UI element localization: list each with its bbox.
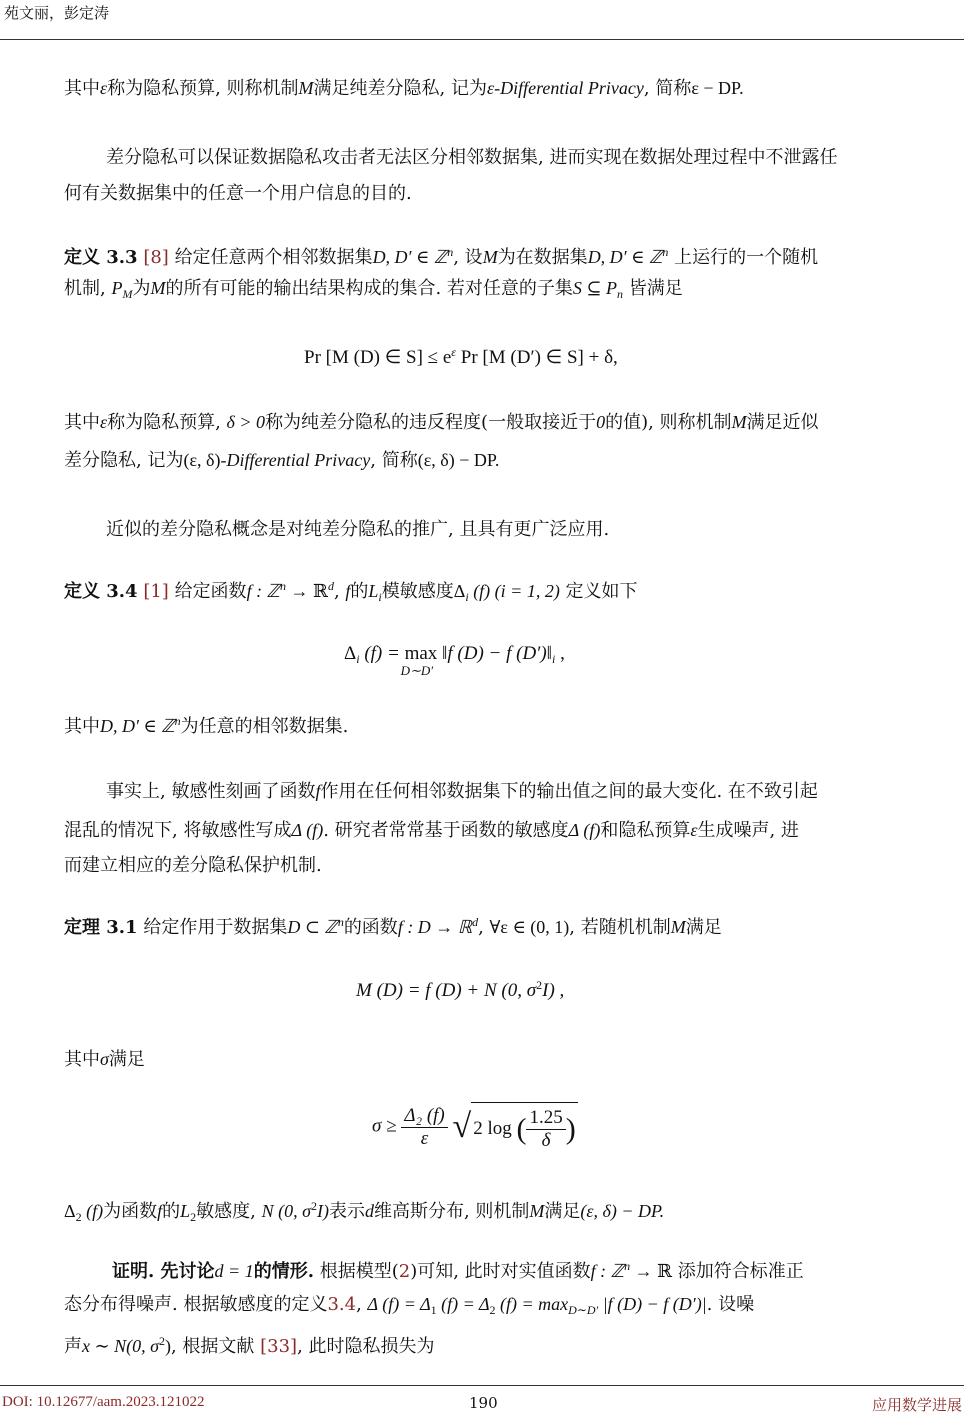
definition-3-3-line-1: 定义 3.3 [8] 给定任意两个相邻数据集D, D′ ∈ ℤ$^n$, 设M为在数据集D, D′ ∈ ℤ$^n$ 上运行的一个随机 xyxy=(64,245,819,268)
doi-link[interactable]: DOI: 10.12677/aam.2023.121022 xyxy=(2,1394,205,1410)
paragraph-approx-dp-generalization: 近似的差分隐私概念是对纯差分隐私的推广, 且具有更广泛应用. xyxy=(106,519,610,540)
equation-sigma-bound: σ ≥ $\frac{\text{Δ₂ (f)}}{\varepsilon}$ √ 2 log ( $\frac{1.25}{\delta}$ ) xyxy=(372,1102,578,1152)
page-header xyxy=(0,0,964,40)
equation-gaussian-mechanism: M (D) = f (D) + N (0, $\sigma^2I$) , xyxy=(356,978,565,1001)
citation-link[interactable]: [1] xyxy=(143,581,169,602)
paragraph-approx-dp-line-1: 其中ε称为隐私预算, δ > 0称为纯差分隐私的违反程度(一般取接近于0的值), 则称机制M满足近似 xyxy=(64,412,819,433)
proof-line-3: 声x ∼ N(0, $\sigma^2$), 根据文献 [33], 此时隐私损失为 xyxy=(64,1334,435,1357)
theorem-3-1-line-1: 定理 3.1 给定作用于数据集D ⊂ ℤ$^n$的函数f : D → ℝ$^d$, ∀ε ∈ (0, 1), 若随机机制M满足 xyxy=(64,915,722,938)
paragraph-sensitivity-line-2: 混乱的情况下, 将敏感性写成Δ (f). 研究者常常基于函数的敏感度Δ (f)和隐私预算ε生成噪声, 进 xyxy=(64,820,799,841)
journal-name: 应用数学进展 xyxy=(871,1396,962,1414)
definition-ref-link[interactable]: 3.4 xyxy=(327,1294,357,1315)
definition-3-4-line-1: 定义 3.4 [1] 给定函数f : ℤ$^n$ → ℝ$^d$, f的$L_i$模敏感度$\Delta_i$ (f) (i = 1, 2) 定义如下 xyxy=(64,579,638,604)
proof-line-2: 态分布得噪声. 根据敏感度的定义3.4, Δ $(f) = \Delta_1$ $(f) = \Delta_2$ $(f) = \max_{D\sim D'} |f$ (D) − f (D′)|. 设噪 xyxy=(64,1294,755,1317)
page-number: 190 xyxy=(469,1394,498,1412)
paragraph-neighboring-datasets: 其中D, D′ ∈ ℤ$^n$为任意的相邻数据集. xyxy=(64,714,349,737)
paragraph-dp-purpose-line-1: 差分隐私可以保证数据隐私攻击者无法区分相邻数据集, 进而实现在数据处理过程中不泄露任 xyxy=(106,147,838,168)
definition-label: 定义 3.3 xyxy=(64,247,138,268)
paragraph-l2-sensitivity: $\Delta_2$ (f)为函数f的$L_2$敏感度, N (0, $\sigma^2I$)表示d维高斯分布, 则机制M满足(ε, δ) − DP. xyxy=(64,1199,665,1224)
paragraph-approx-dp-line-2: 差分隐私, 记为(ε, δ)-Differential Privacy, 简称(ε, δ) − DP. xyxy=(64,450,500,471)
paragraph-pure-dp-line: 其中ε称为隐私预算, 则称机制M满足纯差分隐私, 记为ε-Differential Privacy, 简称ε − DP. xyxy=(64,78,744,99)
citation-link[interactable]: [33] xyxy=(260,1336,298,1357)
definition-label: 定义 3.4 xyxy=(64,581,138,602)
running-head-authors: 苑文丽，彭定涛 xyxy=(4,4,110,22)
definition-3-3-line-2: 机制, $P_M$为M的所有可能的输出结果构成的集合. 若对任意的子集S ⊆ $P_n$ 皆满足 xyxy=(64,278,683,301)
paragraph-dp-purpose-line-2: 何有关数据集中的任意一个用户信息的目的. xyxy=(64,183,412,204)
theorem-label: 定理 3.1 xyxy=(64,917,138,938)
page-footer xyxy=(0,1385,964,1414)
equation-ref-link[interactable]: 2 xyxy=(398,1261,411,1282)
equation-sensitivity: $\Delta_i$ (f) = max D∼D′ ‖f (D) − f $(D')‖_i$ , xyxy=(344,643,565,678)
paragraph-sensitivity-line-3: 而建立相应的差分隐私保护机制. xyxy=(64,855,322,876)
paragraph-sensitivity-line-1: 事实上, 敏感性刻画了函数f作用在任何相邻数据集下的输出值之间的最大变化. 在不致引起 xyxy=(106,781,818,802)
proof-line-1: 证明. 先讨论d = 1的情形. 根据模型(2)可知, 此时对实值函数f : ℤ$^n$ → ℝ 添加符合标准正 xyxy=(112,1259,804,1282)
equation-approx-dp: Pr [M (D) ∈ $S] \le e^\varepsilon$ Pr [M (D′) ∈ S] + δ, xyxy=(304,345,618,368)
paragraph-sigma-condition: 其中σ满足 xyxy=(64,1049,145,1070)
citation-link[interactable]: [8] xyxy=(143,247,169,268)
